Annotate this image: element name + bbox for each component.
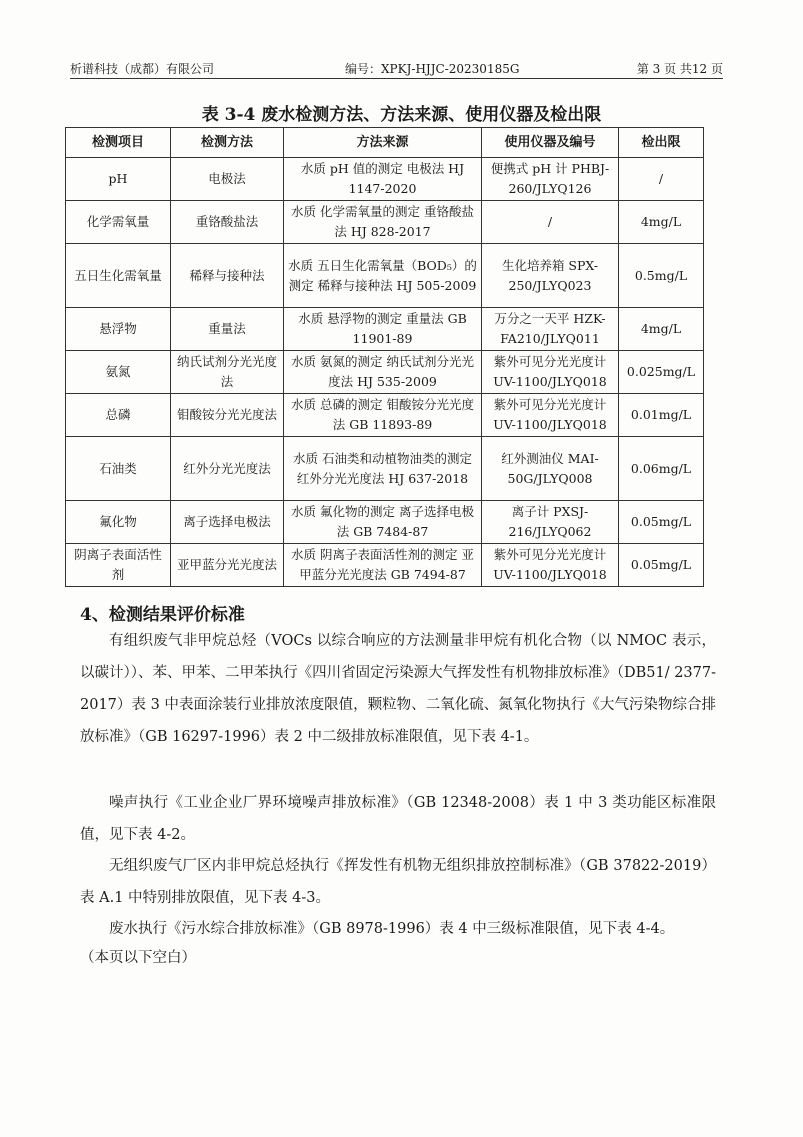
page-number: 第 3 页 共12 页: [636, 62, 723, 76]
cell-limit: 0.025mg/L: [619, 351, 704, 394]
cell-instrument: 红外测油仪 MAI-50G/JLYQ008: [482, 437, 619, 501]
table-row: [66, 394, 704, 437]
page-header: [70, 58, 723, 79]
cell-instrument: 紫外可见分光光度计 UV-1100/JLYQ018: [482, 351, 619, 394]
cell-limit: 4mg/L: [619, 308, 704, 351]
cell-limit: 0.5mg/L: [619, 244, 704, 308]
table-row: [66, 351, 704, 394]
cell-instrument: 紫外可见分光光度计 UV-1100/JLYQ018: [482, 394, 619, 437]
cell-instrument: 便携式 pH 计 PHBJ-260/JLYQ126: [482, 158, 619, 201]
table-row: [66, 501, 704, 544]
cell-item: 氟化物: [66, 501, 171, 544]
cell-item: 五日生化需氧量: [66, 244, 171, 308]
cell-source: 水质 化学需氧量的测定 重铬酸盐法 HJ 828-2017: [284, 201, 482, 244]
column-header: 检出限: [619, 128, 704, 158]
cell-method: 钼酸铵分光光度法: [171, 394, 284, 437]
cell-source: 水质 阴离子表面活性剂的测定 亚甲蓝分光光度法 GB 7494-87: [284, 544, 482, 587]
column-header: 方法来源: [284, 128, 482, 158]
cell-item: 阴离子表面活性剂: [66, 544, 171, 587]
cell-source: 水质 氨氮的测定 纳氏试剂分光光度法 HJ 535-2009: [284, 351, 482, 394]
wastewater-method-table: [65, 127, 704, 587]
table-row: [66, 201, 704, 244]
cell-method: 重铬酸盐法: [171, 201, 284, 244]
table-header-row: [66, 128, 704, 158]
report-number: 编号：XPKJ-HJJC-20230185G: [345, 62, 520, 76]
table-row: [66, 544, 704, 587]
paragraph-exhaust-gas: 有组织废气非甲烷总烃（VOCs 以综合响应的方法测量非甲烷有机化合物（以 NMOC 表示，以碳计））、苯、甲苯、二甲苯执行《四川省固定污染源大气挥发性有机物排放标准》（DB51/ 2377-2017）表 3 中表面涂装行业排放浓度限值，颗粒物、二氧化硫、氮氧化物执行《大气污染物综合排放标准》（GB 16297-1996）表 2 中二级排放标准限值，见下表 4-1。: [80, 633, 716, 745]
column-header: 检测项目: [66, 128, 171, 158]
cell-method: 红外分光光度法: [171, 437, 284, 501]
section-heading: 4、检测结果评价标准: [80, 605, 245, 625]
cell-limit: 4mg/L: [619, 201, 704, 244]
cell-method: 电极法: [171, 158, 284, 201]
cell-method: 亚甲蓝分光光度法: [171, 544, 284, 587]
cell-source: 水质 五日生化需氧量（BOD₅）的测定 稀释与接种法 HJ 505-2009: [284, 244, 482, 308]
cell-instrument: 离子计 PXSJ-216/JLYQ062: [482, 501, 619, 544]
cell-method: 纳氏试剂分光光度法: [171, 351, 284, 394]
table-title: 表 3-4 废水检测方法、方法来源、使用仪器及检出限: [201, 105, 602, 125]
company-name: 析谱科技（成都）有限公司: [70, 62, 215, 76]
cell-limit: 0.06mg/L: [619, 437, 704, 501]
table-row: [66, 437, 704, 501]
paragraph-noise: 噪声执行《工业企业厂界环境噪声排放标准》（GB 12348-2008）表 1 中 3 类功能区标准限值，见下表 4-2。: [80, 795, 716, 843]
cell-source: 水质 悬浮物的测定 重量法 GB 11901-89: [284, 308, 482, 351]
cell-instrument: 紫外可见分光光度计 UV-1100/JLYQ018: [482, 544, 619, 587]
paragraph-fugitive-gas: 无组织废气厂区内非甲烷总烃执行《挥发性有机物无组织排放控制标准》（GB 37822-2019）表 A.1 中特别排放限值，见下表 4-3。: [80, 858, 716, 906]
cell-item: 悬浮物: [66, 308, 171, 351]
paragraph-wastewater: 废水执行《污水综合排放标准》（GB 8978-1996）表 4 中三级标准限值，见下表 4-4。: [109, 921, 675, 937]
cell-source: 水质 pH 值的测定 电极法 HJ 1147-2020: [284, 158, 482, 201]
cell-limit: 0.01mg/L: [619, 394, 704, 437]
blank-page-note: （本页以下空白）: [80, 950, 196, 966]
cell-limit: /: [619, 158, 704, 201]
cell-item: 化学需氧量: [66, 201, 171, 244]
cell-source: 水质 总磷的测定 钼酸铵分光光度法 GB 11893-89: [284, 394, 482, 437]
cell-limit: 0.05mg/L: [619, 544, 704, 587]
column-header: 检测方法: [171, 128, 284, 158]
cell-instrument: /: [482, 201, 619, 244]
cell-method: 重量法: [171, 308, 284, 351]
column-header: 使用仪器及编号: [482, 128, 619, 158]
cell-item: 氨氮: [66, 351, 171, 394]
cell-method: 离子选择电极法: [171, 501, 284, 544]
table-row: [66, 308, 704, 351]
cell-item: pH: [66, 158, 171, 201]
cell-instrument: 万分之一天平 HZK-FA210/JLYQ011: [482, 308, 619, 351]
cell-instrument: 生化培养箱 SPX-250/JLYQ023: [482, 244, 619, 308]
cell-item: 石油类: [66, 437, 171, 501]
cell-method: 稀释与接种法: [171, 244, 284, 308]
table-row: [66, 244, 704, 308]
cell-source: 水质 石油类和动植物油类的测定 红外分光光度法 HJ 637-2018: [284, 437, 482, 501]
cell-source: 水质 氟化物的测定 离子选择电极法 GB 7484-87: [284, 501, 482, 544]
cell-item: 总磷: [66, 394, 171, 437]
table-row: [66, 158, 704, 201]
cell-limit: 0.05mg/L: [619, 501, 704, 544]
